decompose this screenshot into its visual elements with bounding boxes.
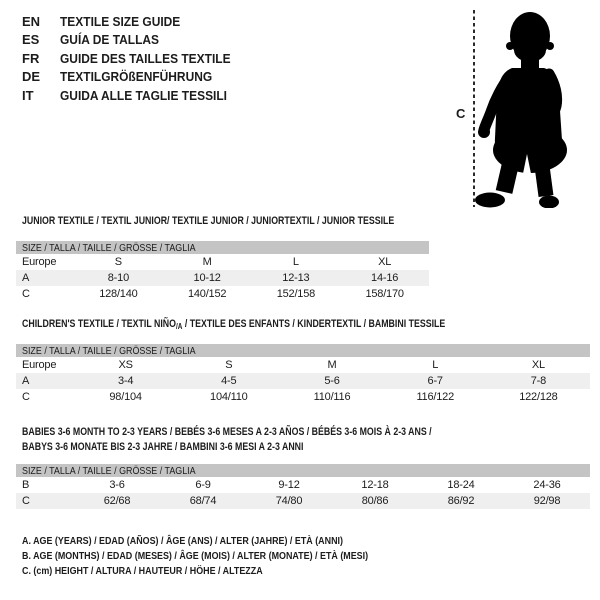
size-header-label: SIZE / TALLA / TAILLE / GRÖSSE / TAGLIA bbox=[22, 241, 196, 254]
size-cell: 4-5 bbox=[221, 375, 237, 387]
table-row-europe bbox=[16, 357, 590, 373]
language-title-block bbox=[22, 13, 245, 105]
size-cell: 140/152 bbox=[187, 288, 227, 300]
row-label: C bbox=[22, 391, 30, 403]
row-label: A bbox=[22, 272, 30, 284]
table-row-c bbox=[16, 286, 429, 302]
babies-title-line2: BABYS 3-6 MONATE BIS 2-3 JAHRE / BAMBINI 3-6 MESI A 2-3 ANNI bbox=[22, 441, 304, 453]
language-code: FR bbox=[22, 50, 40, 66]
language-code: DE bbox=[22, 69, 41, 85]
size-cell: S bbox=[225, 359, 233, 371]
size-cell: 8-10 bbox=[107, 272, 129, 284]
children-size-table bbox=[16, 344, 590, 405]
size-header-label: SIZE / TALLA / TAILLE / GRÖSSE / TAGLIA bbox=[22, 464, 196, 477]
table-row-a bbox=[16, 373, 590, 389]
children-title-subscript: /A bbox=[175, 322, 183, 331]
children-table-rows bbox=[16, 357, 590, 405]
size-cell: 92/98 bbox=[533, 495, 561, 507]
junior-table-rows bbox=[16, 254, 429, 302]
size-cell: 158/170 bbox=[365, 288, 404, 300]
language-row bbox=[22, 87, 245, 105]
row-label: Europe bbox=[22, 359, 57, 371]
measurement-legend bbox=[22, 534, 429, 580]
row-label: A bbox=[22, 375, 30, 387]
language-code: EN bbox=[22, 14, 41, 29]
children-title-post: / TEXTILE DES ENFANTS / KINDERTEXTIL / BAMBINI TESSILE bbox=[182, 318, 446, 330]
children-section-title bbox=[22, 318, 551, 331]
size-table-header bbox=[16, 241, 429, 254]
table-row-b bbox=[16, 477, 590, 493]
baby-silhouette bbox=[474, 8, 574, 208]
children-section-title-text bbox=[22, 318, 445, 331]
size-cell: 5-6 bbox=[324, 375, 340, 387]
size-cell: L bbox=[432, 359, 439, 371]
language-row bbox=[22, 13, 245, 31]
size-table-header bbox=[16, 464, 590, 477]
size-cell: L bbox=[292, 256, 299, 268]
table-row-c bbox=[16, 389, 590, 405]
size-cell: 122/128 bbox=[519, 391, 558, 403]
babies-table-rows bbox=[16, 477, 590, 509]
size-cell: XS bbox=[118, 359, 133, 371]
size-cell: 9-12 bbox=[278, 479, 300, 491]
size-cell: S bbox=[114, 256, 122, 268]
junior-section-title-text: JUNIOR TEXTILE / TEXTIL JUNIOR/ TEXTILE JUNIOR / JUNIORTEXTIL / JUNIOR TESSILE bbox=[22, 215, 395, 227]
language-title: TEXTILGRÖßENFÜHRUNG bbox=[60, 69, 213, 85]
language-row bbox=[22, 31, 245, 49]
junior-section-title bbox=[22, 215, 487, 227]
size-cell: 152/158 bbox=[276, 288, 316, 300]
size-cell: M bbox=[327, 359, 337, 371]
size-cell: 68/74 bbox=[189, 495, 217, 507]
size-cell: 74/80 bbox=[275, 495, 303, 507]
size-cell: 10-12 bbox=[193, 272, 221, 284]
size-cell: 12-18 bbox=[361, 479, 389, 491]
size-table-header bbox=[16, 344, 590, 357]
size-cell: 3-6 bbox=[109, 479, 125, 491]
babies-section-title bbox=[22, 425, 534, 455]
junior-size-table bbox=[16, 241, 429, 302]
size-cell: 98/104 bbox=[109, 391, 142, 403]
size-cell: 6-9 bbox=[195, 479, 211, 491]
size-cell: 18-24 bbox=[447, 479, 475, 491]
size-cell: 12-13 bbox=[282, 272, 310, 284]
row-label: C bbox=[22, 288, 30, 300]
children-title-pre: CHILDREN'S TEXTILE / TEXTIL NIÑO bbox=[22, 318, 176, 330]
table-row-europe bbox=[16, 254, 429, 270]
size-cell: 86/92 bbox=[447, 495, 475, 507]
language-title: GUIDA ALLE TAGLIE TESSILI bbox=[60, 87, 228, 103]
language-code: ES bbox=[22, 32, 40, 48]
size-header-label: SIZE / TALLA / TAILLE / GRÖSSE / TAGLIA bbox=[22, 344, 196, 357]
size-cell: 3-4 bbox=[117, 375, 134, 387]
size-cell: 14-16 bbox=[371, 272, 399, 284]
footnote-c-text: C. (cm) HEIGHT / ALTURA / HAUTEUR / HÖHE / ALTEZZA bbox=[22, 565, 263, 578]
size-cell: 7-8 bbox=[530, 375, 547, 387]
language-title: TEXTILE SIZE GUIDE bbox=[60, 14, 181, 29]
row-label: B bbox=[22, 479, 30, 491]
size-cell: 80/86 bbox=[361, 495, 389, 507]
size-cell: 116/122 bbox=[416, 391, 454, 403]
size-cell: 110/116 bbox=[313, 391, 351, 403]
size-cell: 24-36 bbox=[533, 479, 561, 491]
footnote-a-text: A. AGE (YEARS) / EDAD (AÑOS) / ÂGE (ANS) / ALTER (JAHRE) / ETÀ (ANNI) bbox=[22, 535, 343, 547]
footnote-b-text: B. AGE (MONTHS) / EDAD (MESES) / ÂGE (MOIS) / ALTER (MONATE) / ETÀ (MESI) bbox=[22, 550, 369, 563]
footnote-a bbox=[22, 534, 429, 549]
babies-size-table bbox=[16, 464, 590, 509]
size-cell: M bbox=[202, 256, 212, 268]
language-code: IT bbox=[22, 87, 34, 103]
babies-title-line1: BABIES 3-6 MONTH TO 2-3 YEARS / BEBÉS 3-6 MESES A 2-3 AÑOS / BÉBÉS 3-6 MOIS À 2-3 ANS / bbox=[22, 426, 432, 438]
language-title: GUIDE DES TAILLES TEXTILE bbox=[60, 50, 231, 66]
table-row-a bbox=[16, 270, 429, 286]
size-cell: 6-7 bbox=[427, 375, 443, 387]
language-row bbox=[22, 68, 245, 86]
table-row-c bbox=[16, 493, 590, 509]
size-cell: XL bbox=[531, 359, 545, 371]
size-cell: 128/140 bbox=[99, 288, 138, 300]
footnote-c bbox=[22, 564, 429, 579]
footnote-b bbox=[22, 549, 429, 564]
language-row bbox=[22, 50, 245, 68]
height-measure-label: C bbox=[456, 106, 466, 121]
size-cell: XL bbox=[378, 256, 392, 268]
language-title: GUÍA DE TALLAS bbox=[60, 32, 160, 48]
row-label: C bbox=[22, 495, 30, 507]
size-cell: 104/110 bbox=[210, 391, 248, 403]
size-cell: 62/68 bbox=[103, 495, 131, 507]
row-label: Europe bbox=[22, 256, 57, 268]
